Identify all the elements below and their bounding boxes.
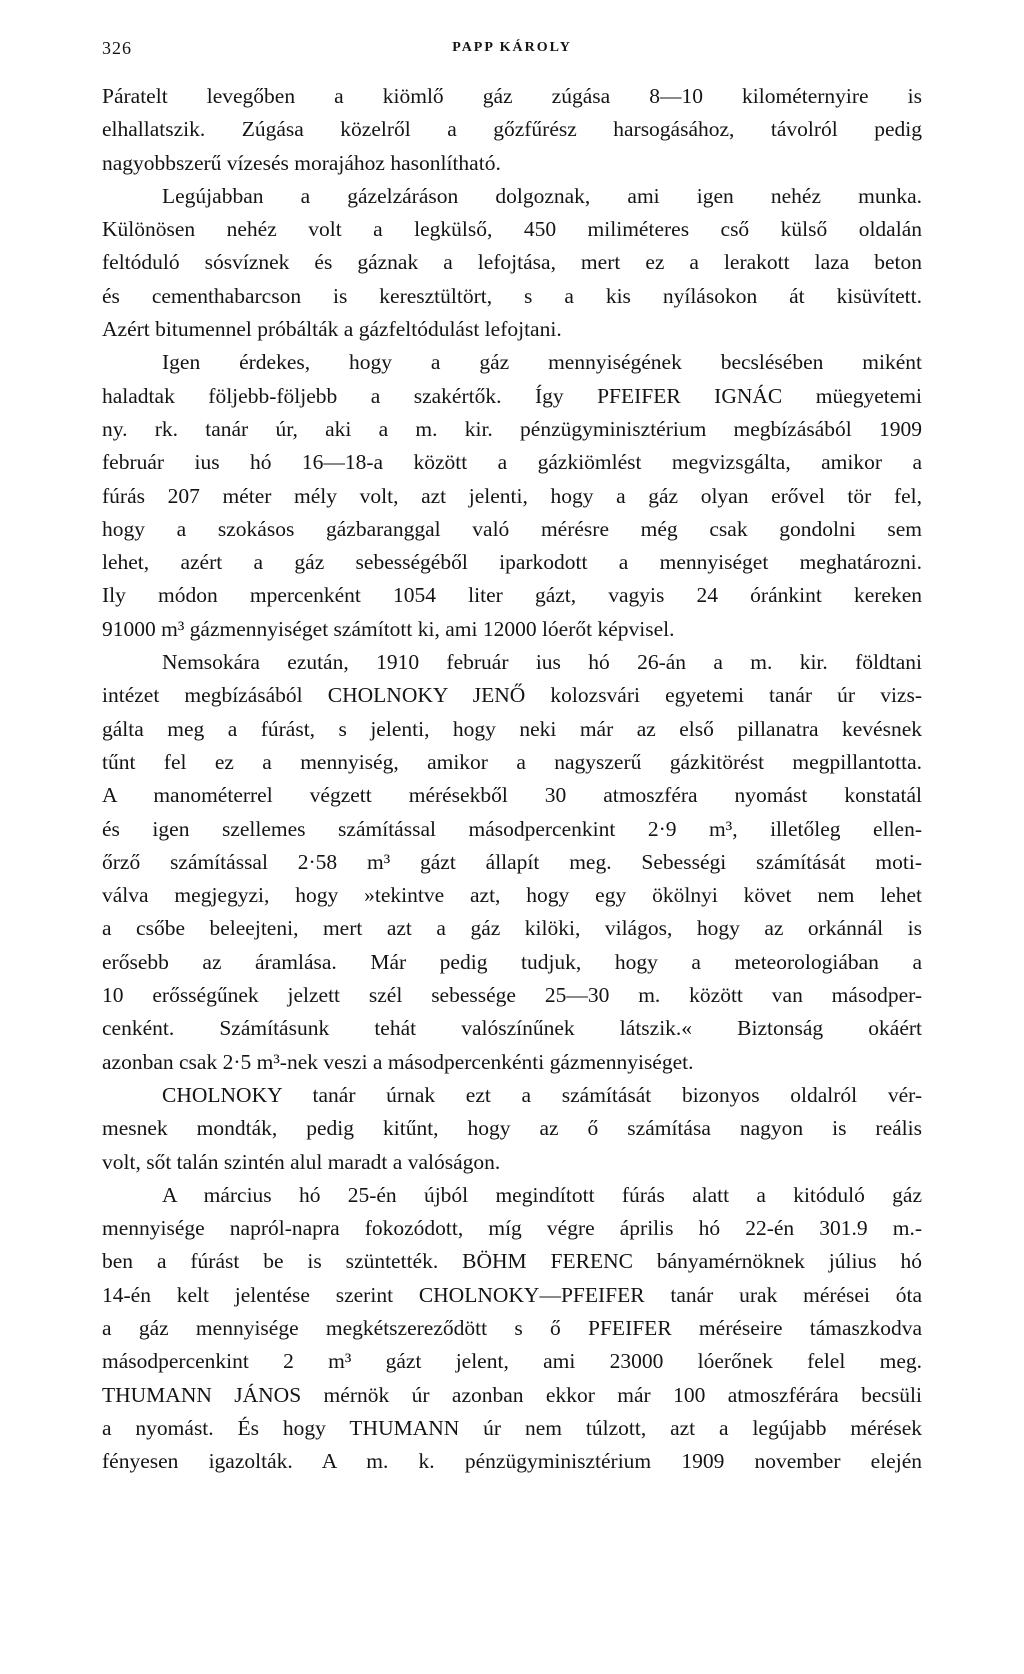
text-line: CHOLNOKY tanár úrnak ezt a számítását bizonyos oldalról vér- [162,1082,922,1107]
running-head [102,38,922,60]
text-line: elhallatszik. Zúgása közelről a gőzfűrész harsogásához, távolról pedig [102,117,922,142]
text-line: Nemsokára ezután, 1910 február ius hó 26-án a m. kir. földtani [162,650,922,675]
text-line: 14-én kelt jelentése szerint CHOLNOKY—PFEIFER tanár urak mérései óta [102,1282,922,1307]
text-line: 91000 m³ gázmennyiséget számított ki, ami 12000 lóerőt képvisel. [102,616,675,641]
text-line: A manométerrel végzett mérésekből 30 atmoszféra nyomást konstatál [102,783,922,808]
text-line: február ius hó 16—18-a között a gázkiömlést megvizsgálta, amikor a [102,450,922,475]
text-line: a csőbe beleejteni, mert azt a gáz kilöki, világos, hogy az orkánnál is [102,916,922,941]
text-line: THUMANN JÁNOS mérnök úr azonban ekkor már 100 atmoszférára becsüli [102,1382,922,1407]
text-line: mesnek mondták, pedig kitűnt, hogy az ő számítása nagyon is reális [102,1116,922,1141]
text-line: és cementhabarcson is keresztültört, s a kis nyílásokon át kisüvített. [102,283,922,308]
running-head-author: PAPP KÁROLY [452,40,572,55]
text-line: őrző számítással 2·58 m³ gázt állapít meg. Sebességi számítását moti- [102,849,922,874]
text-line: a nyomást. És hogy THUMANN úr nem túlzott, azt a legújabb mérések [102,1415,922,1440]
text-line: volt, sőt talán szintén alul maradt a valóságon. [102,1149,501,1174]
text-line: tűnt fel ez a mennyiség, amikor a nagyszerű gázkitörést megpillantotta. [102,749,922,774]
text-line: ny. rk. tanár úr, aki a m. kir. pénzügyminisztérium megbízásából 1909 [102,416,922,441]
text-line: lehet, azért a gáz sebességéből iparkodott a mennyiséget meghatározni. [102,550,922,575]
text-line: cenként. Számításunk tehát valószínűnek látszik.« Biztonság okáért [102,1016,922,1041]
text-line: azonban csak 2·5 m³-nek veszi a másodpercenkénti gázmennyiséget. [102,1049,694,1074]
text-line: haladtak följebb-följebb a szakértők. Így PFEIFER IGNÁC müegyetemi [102,383,922,408]
text-line: a gáz mennyisége megkétszereződött s ő PFEIFER méréseire támaszkodva [102,1315,922,1340]
text-line: Igen érdekes, hogy a gáz mennyiségének becslésében miként [162,350,922,375]
text-line: Ily módon mpercenként 1054 liter gázt, vagyis 24 óránkint kereken [102,583,922,608]
text-line: válva megjegyzi, hogy »tekintve azt, hogy egy ökölnyi követ nem lehet [102,883,922,908]
text-line: gálta meg a fúrást, s jelenti, hogy neki már az első pillanatra kevésnek [102,716,922,741]
text-line: A március hó 25-én újból megindított fúrás alatt a kitóduló gáz [162,1182,922,1207]
text-line: másodpercenkint 2 m³ gázt jelent, ami 23000 lóerőnek felel meg. [102,1349,922,1374]
text-line: ben a fúrást be is szüntették. BÖHM FERENC bányamérnöknek július hó [102,1249,922,1274]
text-line: hogy a szokásos gázbaranggal való mérésre még csak gondolni sem [102,516,922,541]
text-line: Azért bitumennel próbálták a gázfeltódulást lefojtani. [102,317,562,342]
text-line: és igen szellemes számítással másodpercenkint 2·9 m³, illetőleg ellen- [102,816,922,841]
text-line: erősebb az áramlása. Már pedig tudjuk, hogy a meteorologiában a [102,949,922,974]
text-line: Legújabban a gázelzáráson dolgoznak, ami igen nehéz munka. [162,183,922,208]
text-line: intézet megbízásából CHOLNOKY JENŐ kolozsvári egyetemi tanár úr vizs- [102,683,922,708]
text-line: 10 erősségűnek jelzett szél sebessége 25—30 m. között van másodper- [102,983,922,1008]
text-line: nagyobbszerű vízesés morajához hasonlítható. [102,150,501,175]
text-line: mennyisége napról-napra fokozódott, míg végre április hó 22-én 301.9 m.- [102,1216,922,1241]
body-text [102,80,922,1478]
text-line: fényesen igazolták. A m. k. pénzügyminisztérium 1909 november elején [102,1449,922,1474]
text-line: Páratelt levegőben a kiömlő gáz zúgása 8—10 kilométernyire is [102,84,922,108]
text-line: Különösen nehéz volt a legkülső, 450 miliméteres cső külső oldalán [102,217,922,242]
text-line: feltóduló sósvíznek és gáznak a lefojtása, mert ez a lerakott laza beton [102,250,922,275]
page-number: 326 [102,38,132,58]
text-line: fúrás 207 méter mély volt, azt jelenti, hogy a gáz olyan erővel tör fel, [102,483,922,508]
